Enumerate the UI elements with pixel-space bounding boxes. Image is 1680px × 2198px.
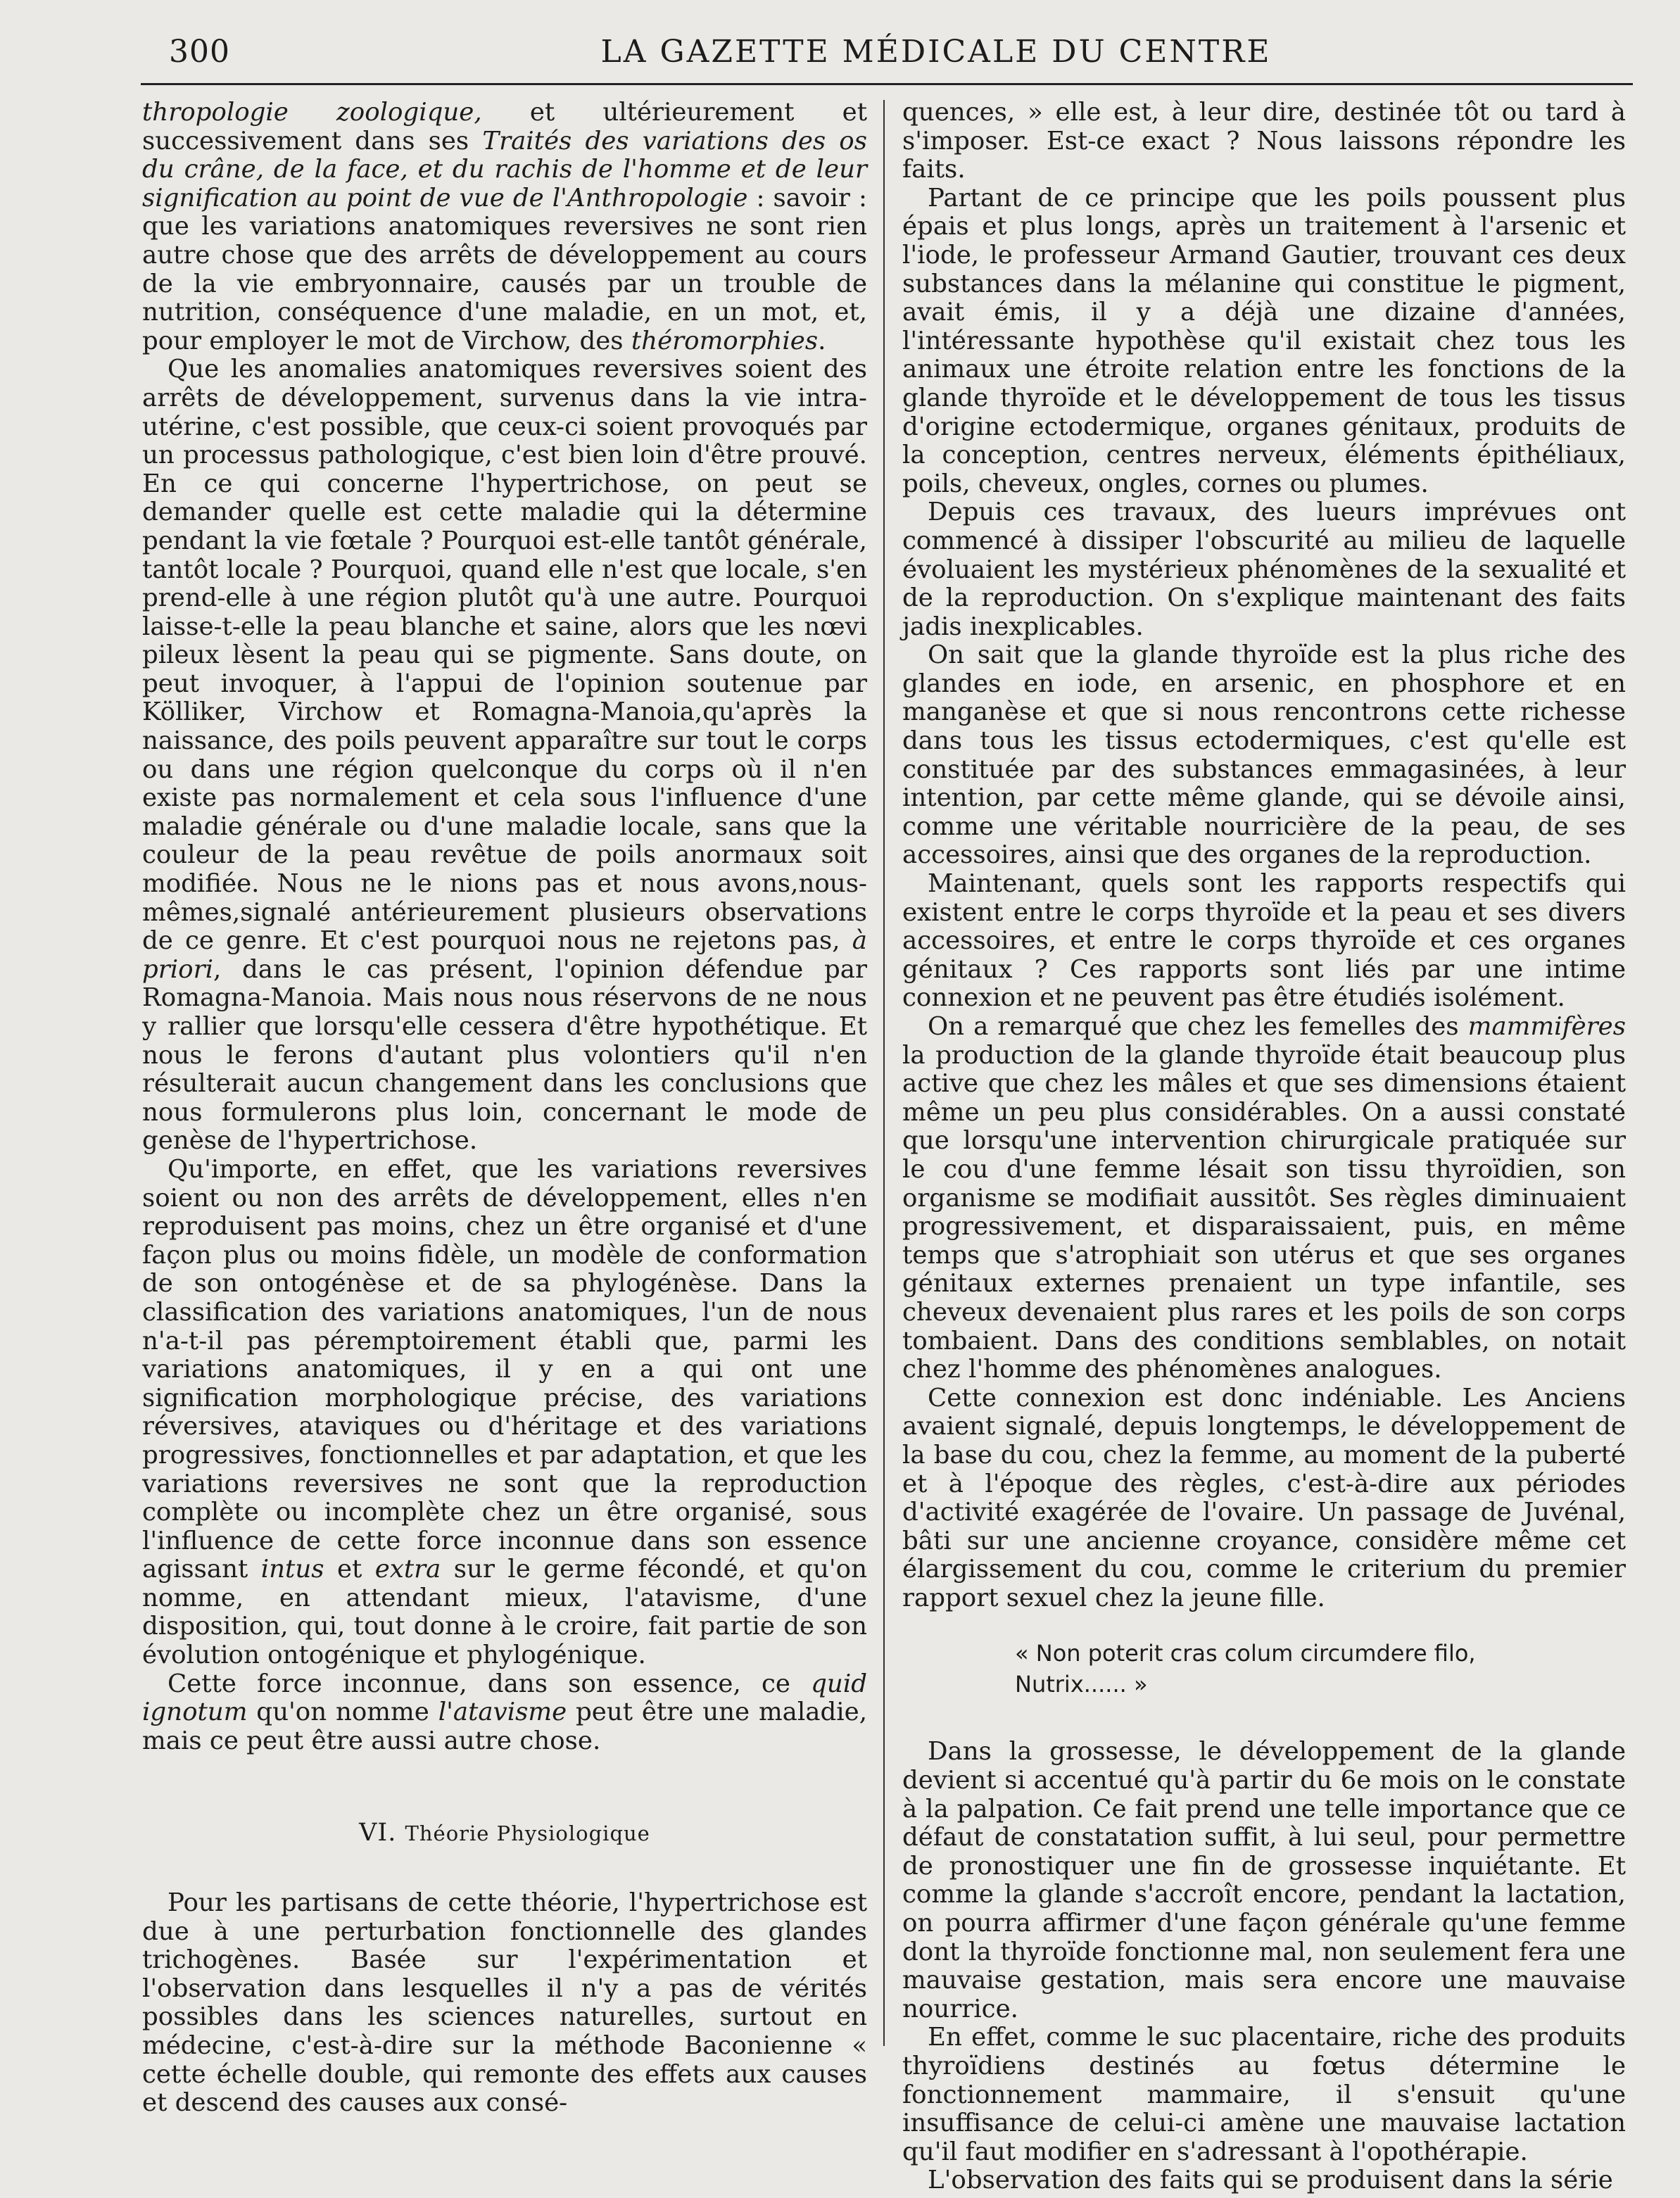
section-heading [142,1819,867,1848]
paragraph [142,99,867,355]
paragraph: Cette connexion est donc indéniable. Les Anciens avaient signalé, depuis longtemps, le développement de la base du cou, chez la femme, au moment de la puberté et à l'époque des règles, c'est-à-dire aux périodes d'activité exagérée de l'ovaire. Un passage de Juvénal, bâti sur une ancienne croyance, considère même cet élargissement du cou, comme le criterium du premier rapport sexuel chez la jeune fille. [902,1383,1626,1612]
text: Cette force inconnue, dans son essence, ce [168,1669,811,1698]
paragraph [142,1670,867,1756]
italic-text: mammifères [1467,1012,1626,1041]
running-header [141,31,1633,80]
text: et ultérieurement et successivement dans ses [142,98,867,156]
paragraph: Depuis ces travaux, des lueurs imprévues ont commencé à dissiper l'obscurité au milieu de laquelle évoluaient les mystérieux phénomènes de la sexualité et de la reproduction. On s'explique maintenant des faits jadis inexplicables. [902,498,1626,641]
paragraph: Partant de ce principe que les poils poussent plus épais et plus longs, après un traitement à l'arsenic et l'iode, le professeur Armand Gautier, trouvant ces deux substances dans la mélanine qui constitue le pigment, avait émis, il y a déjà une dizaine d'années, l'intéressante hypothèse qu'il existait chez tous les animaux une étroite relation entre les fonctions de la glande thyroïde et le développement de tous les tissus d'origine ectodermique, organes génitaux, produits de la conception, centres nerveux, éléments épithéliaux, poils, cheveux, ongles, cornes ou plumes. [902,183,1626,498]
text: : savoir : que les variations anatomiques reversives ne sont rien autre chose que des arrêts de développement au cours de la vie embryonnaire, causés par un trouble de nutrition, conséquence d'une maladie, en un mot, et, pour employer le mot de Virchow, des [142,183,867,355]
text: On a remarqué que chez les femelles des [928,1012,1468,1041]
paragraph: Dans la grossesse, le développement de la glande devient si accentué qu'à partir du 6e mois on le constate à la palpation. Ce fait prend une telle importance que ce défaut de constatation suffit, à lui seul, pour permettre de pronostiquer une fin de grossesse inquiétante. Et comme la glande s'accroît encore, pendant la lactation, on pourra affirmer d'une façon générale qu'une femme dont la thyroïde fonctionne mal, non seulement fera une mauvaise gestation, mais sera encore une mauvaise nourrice. [902,1737,1626,2023]
paragraph [902,1013,1626,1384]
page-number: 300 [169,34,230,70]
text: Que les anomalies anatomiques reversives soient des arrêts de développement, survenus dans la vie intra-utérine, c'est possible, que ceux-ci soient provoqués par un processus pathologique, c'est bien loin d'être prouvé. En ce qui concerne l'hypertrichose, on peut se demander quelle est cette maladie qui la détermine pendant la vie fœtale ? Pourquoi est-elle tantôt générale, tantôt locale ? Pourquoi, quand elle n'est que locale, s'en prend-elle à une région plutôt qu'à une autre. Pourquoi laisse-t-elle la peau blanche et saine, alors que les nœvi pileux lèsent la peau qui se pigmente. Sans doute, on peut invoquer, à l'appui de l'opinion soutenue par Kölliker, Virchow et Romagna-Manoia,qu'après la naissance, des poils peuvent apparaître sur tout le corps ou dans une région quelconque du corps où il n'en existe pas normalement et cela sous l'influence d'une maladie générale ou d'une maladie locale, sans que la couleur de la peau revêtue de poils anormaux soit modifiée. Nous ne le nions pas et nous avons,nous-mêmes,signalé antérieurement plusieurs observations de ce genre. Et c'est pourquoi nous ne rejetons pas, [142,355,867,956]
paragraph: En effet, comme le suc placentaire, riche des produits thyroïdiens destinés au fœtus détermine le fonctionnement mammaire, il s'ensuit qu'une insuffisance de celui-ci amène une mauvaise lactation qu'il faut modifier en s'adressant à l'opothérapie. [902,2023,1626,2166]
italic-text: thropologie zoologique, [142,98,482,127]
text: . [818,326,826,355]
italic-title: Traités des variations des os du crâne, de la face, et du rachis de l'homme et de leur signification au point de vue de l'Anthropologie [142,126,867,213]
text: et [324,1555,375,1584]
paragraph: On sait que la glande thyroïde est la plus riche des glandes en iode, en arsenic, en phosphore et en manganèse et que si nous rencontrons cette richesse dans tous les tissus ectodermiques, c'est qu'elle est constituée par des substances emmagasinées, à leur intention, par cette même glande, qui se dévoile ainsi, comme une véritable nourricière de la peau, de ses accessoires, ainsi que des organes de la reproduction. [902,640,1626,870]
text: qu'on nomme [247,1698,438,1727]
text: sur le germe fécondé, et qu'on nomme, en attendant mieux, l'atavisme, d'une disposition, qui, tout donne à le croire, fait partie de son évolution ontogénique et phylogénique. [142,1555,867,1670]
text: , dans le cas présent, l'opinion défendue par Romagna-Manoia. Mais nous nous réservons de ne nous y rallier que lorsqu'elle cessera d'être hypothétique. Et nous le ferons d'autant plus volontiers qu'il n'en résulterait aucun changement dans les conclusions que nous formulerons plus loin, concernant le mode de genèse de l'hypertrichose. [142,954,867,1156]
italic-text: extra [374,1555,441,1584]
italic-text: quid ignotum [142,1669,867,1727]
paragraph: Maintenant, quels sont les rapports respectifs qui existent entre le corps thyroïde et la peau et ses divers accessoires, et entre le corps thyroïde et ces organes génitaux ? Ces rapports sont liés par une intime connexion et ne peuvent pas être étudiés isolément. [902,869,1626,1013]
italic-text: l'atavisme [438,1698,567,1727]
paragraph [142,1156,867,1670]
text: Qu'importe, en effet, que les variations reversives soient ou non des arrêts de développement, elles n'en reproduisent pas moins, chez un être organisé et d'une façon plus ou moins fidèle, un modèle de conformation de son ontogénèse et de sa phylogénèse. Dans la classification des variations anatomiques, l'un de nous n'a-t-il pas péremptoirement établi que, parmi les variations anatomiques, il y en a qui ont une signification morphologique précise, des variations réversives, ataviques ou d'héritage et des variations progressives, fonctionnelles et par adaptation, et que les variations reversives ne sont que la reproduction complète ou incomplète chez un être organisé, sous l'influence de cette force inconnue dans son essence agissant [142,1154,867,1584]
header-rule [141,83,1633,85]
text: peut être une maladie, mais ce peut être aussi autre chose. [142,1698,868,1755]
section-title: Théorie Physiologique [405,1821,650,1846]
text: la production de la glande thyroïde était beaucoup plus active que chez les mâles et que ses dimensions étaient même un peu plus considérables. On a aussi constaté que lorsqu'une intervention chirurgicale pratiquée sur le cou d'une femme lésait son tissu thyroïdien, son organisme se modifiait aussitôt. Ses règles diminuaient progressivement, et disparaissaient, puis, en même temps que s'atrophiait son utérus et que ses organes génitaux externes prenaient un type infantile, ses cheveux devenaient plus rares et les poils de son corps tombaient. Dans des conditions semblables, on notait chez l'homme des phénomènes analogues. [902,1040,1626,1384]
left-column [142,99,867,2118]
running-title: LA GAZETTE MÉDICALE DU CENTRE [600,34,1272,70]
paragraph: Pour les partisans de cette théorie, l'hypertrichose est due à une perturbation fonctionnelle des glandes trichogènes. Basée sur l'expérimentation et l'observation dans lesquelles il n'y a pas de vérités possibles dans les sciences naturelles, surtout en médecine, c'est-à-dire sur la méthode Baconienne « cette échelle double, qui remonte des effets aux causes et descend des causes aux consé- [142,1888,867,2118]
italic-text: à priori [142,926,867,984]
paragraph: quences, » elle est, à leur dire, destinée tôt ou tard à s'imposer. Est-ce exact ? Nous laissons répondre les faits. [902,98,1626,184]
latin-quote [1015,1638,1626,1700]
column-rule [883,100,885,2046]
paragraph: L'observation des faits qui se produisent dans la série [928,2166,1613,2195]
section-number: VI. [359,1819,397,1848]
right-column [902,99,1626,2195]
paragraph [142,355,867,1156]
quote-line: « Non poterit cras colum circumdere filo, [1015,1640,1476,1667]
quote-line: Nutrix...... » [1015,1671,1148,1698]
italic-text: théromorphies [631,326,819,355]
italic-text: intus [260,1555,324,1584]
